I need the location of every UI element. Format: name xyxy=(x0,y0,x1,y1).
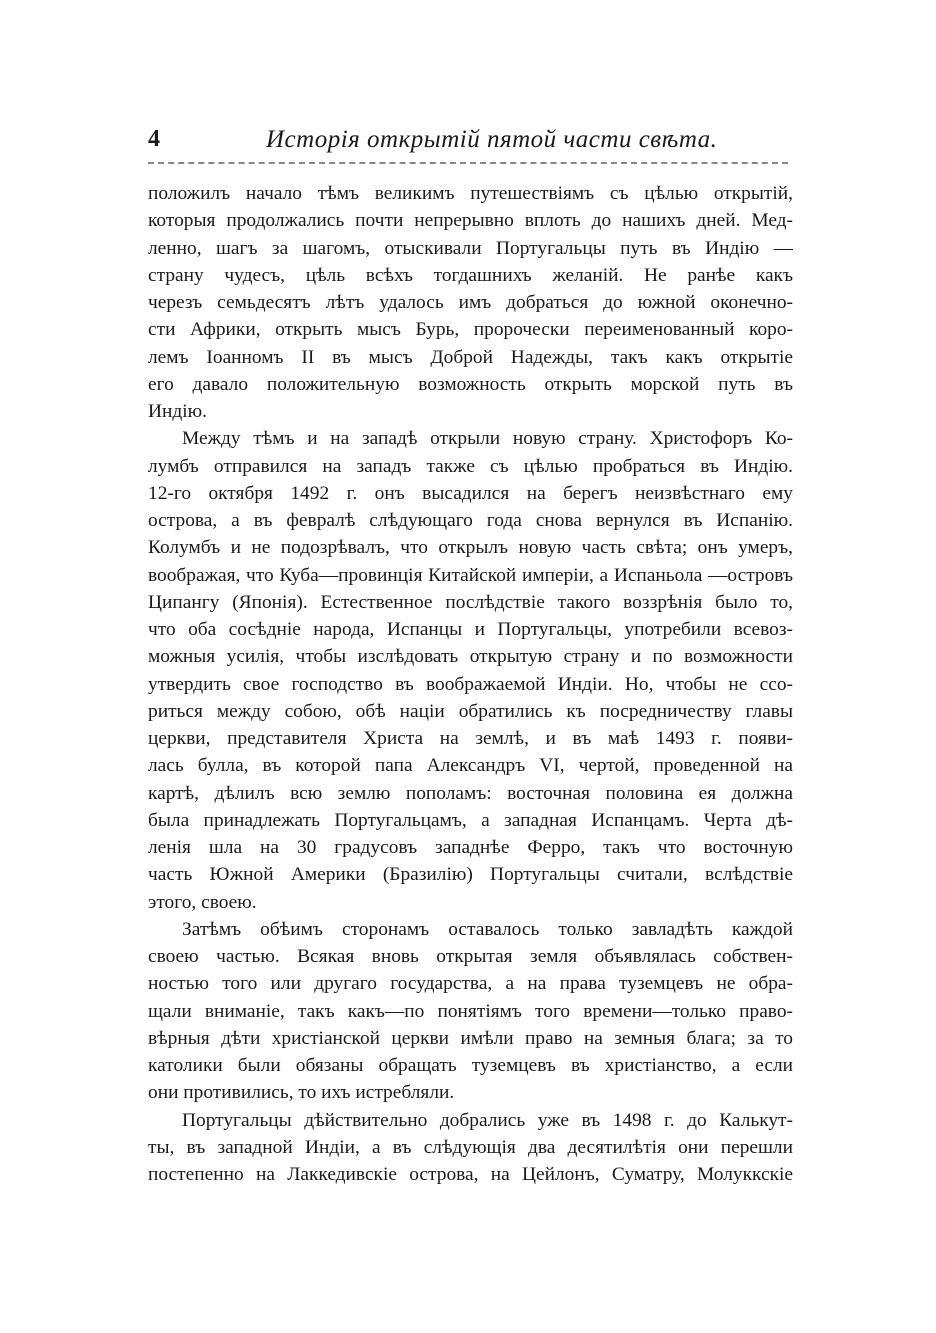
paragraph xyxy=(148,916,793,1107)
text-line: страну чудесъ, цѣль всѣхъ тогдашнихъ желаній. Не ранѣе какъ xyxy=(148,264,793,286)
text-line: щали вниманіе, такъ какъ—по понятіямъ того времени—только право- xyxy=(148,1000,793,1022)
text-line: была принадлежать Португальцамъ, а западная Испанцамъ. Черта дѣ- xyxy=(148,809,793,831)
text-line: сти Африки, открыть мысъ Бурь, пророчески переименованный коро- xyxy=(148,319,793,341)
header-rule xyxy=(148,162,788,164)
text-line: часть Южной Америки (Бразилію) Португальцы считали, вслѣдствіе xyxy=(148,864,793,886)
text-line: которыя продолжались почти непрерывно вплоть до нашихъ дней. Мед- xyxy=(148,210,793,232)
text-line: церкви, представителя Христа на землѣ, и въ маѣ 1493 г. появи- xyxy=(148,728,793,749)
text-line: черезъ семьдесятъ лѣтъ удалось имъ добраться до южной оконечно- xyxy=(148,292,793,313)
text-line: положилъ начало тѣмъ великимъ путешествіямъ съ цѣлью открытій, xyxy=(148,183,793,204)
text-line: Затѣмъ обѣимъ сторонамъ оставалось только завладѣть каждой xyxy=(182,918,793,940)
paragraph xyxy=(148,425,793,916)
page-number: 4 xyxy=(148,126,160,152)
text-line: ностью того или другаго государства, а на права туземцевъ не обра- xyxy=(148,973,793,995)
text-line: они противились, то ихъ истребляли. xyxy=(148,1082,455,1104)
body-text xyxy=(148,180,793,1188)
text-line: лемъ Іоанномъ II въ мысъ Доброй Надежды, такъ какъ открытіе xyxy=(148,346,793,368)
text-line: его давало положительную возможность открыть морской путь въ xyxy=(148,373,793,395)
text-line: ленно, шагъ за шагомъ, отыскивали Португальцы путь въ Индію — xyxy=(148,237,793,259)
text-line: 12-го октября 1492 г. онъ высадился на берегъ неизвѣстнаго ему xyxy=(148,482,793,504)
paragraph xyxy=(148,180,793,425)
text-line: Индію. xyxy=(148,401,207,422)
text-line: ленія шла на 30 градусовъ западнѣе Ферро, такъ что восточную xyxy=(148,837,793,858)
text-line: вѣрныя дѣти христіанской церкви имѣли право на земныя блага; за то xyxy=(148,1027,793,1049)
text-line: острова, а въ февралѣ слѣдующаго года снова вернулся въ Испанію. xyxy=(148,510,793,531)
text-line: католики были обязаны обращать туземцевъ въ христіанство, а если xyxy=(148,1055,793,1076)
running-title: Исторія открытій пятой части свѣта. xyxy=(266,126,718,153)
text-line: Колумбъ и не подозрѣвалъ, что открылъ новую часть свѣта; онъ умеръ, xyxy=(148,537,793,559)
paragraph xyxy=(148,1107,793,1189)
text-line: воображая, что Куба—провинція Китайской имперіи, а Испаньола —островъ xyxy=(148,564,793,586)
text-line: можныя усилія, чтобы изслѣдовать открытую страну и по возможности xyxy=(148,646,793,668)
text-line: лумбъ отправился на западъ также съ цѣлью пробраться въ Индію. xyxy=(148,455,793,477)
text-line: этого, своею. xyxy=(148,891,257,913)
text-line: Ципангу (Японія). Естественное послѣдствіе такого воззрѣнія было то, xyxy=(148,591,793,613)
text-line: утвердить свое господство въ воображаемой Индіи. Но, чтобы не ссо- xyxy=(148,673,793,695)
text-line: постепенно на Лаккедивскіе острова, на Цейлонъ, Суматру, Молуккскіе xyxy=(148,1164,793,1185)
text-line: лась булла, въ которой папа Александръ VI, чертой, проведенной на xyxy=(148,755,793,777)
text-line: что оба сосѣдніе народа, Испанцы и Португальцы, употребили всевоз- xyxy=(148,619,793,640)
page-header xyxy=(148,126,793,166)
text-line: риться между собою, обѣ націи обратились къ посредничеству главы xyxy=(148,700,793,722)
text-line: своею частью. Всякая вновь открытая земля объявлялась собствен- xyxy=(148,946,793,967)
text-line: картѣ, дѣлилъ всю землю пополамъ: восточная половина ея должна xyxy=(148,782,793,804)
text-line: ты, въ западной Индіи, а въ слѣдующія два десятилѣтія они перешли xyxy=(148,1136,793,1158)
text-line: Между тѣмъ и на западѣ открыли новую страну. Христофоръ Ко- xyxy=(182,428,793,450)
text-line: Португальцы дѣйствительно добрались уже въ 1498 г. до Калькут- xyxy=(182,1109,793,1131)
